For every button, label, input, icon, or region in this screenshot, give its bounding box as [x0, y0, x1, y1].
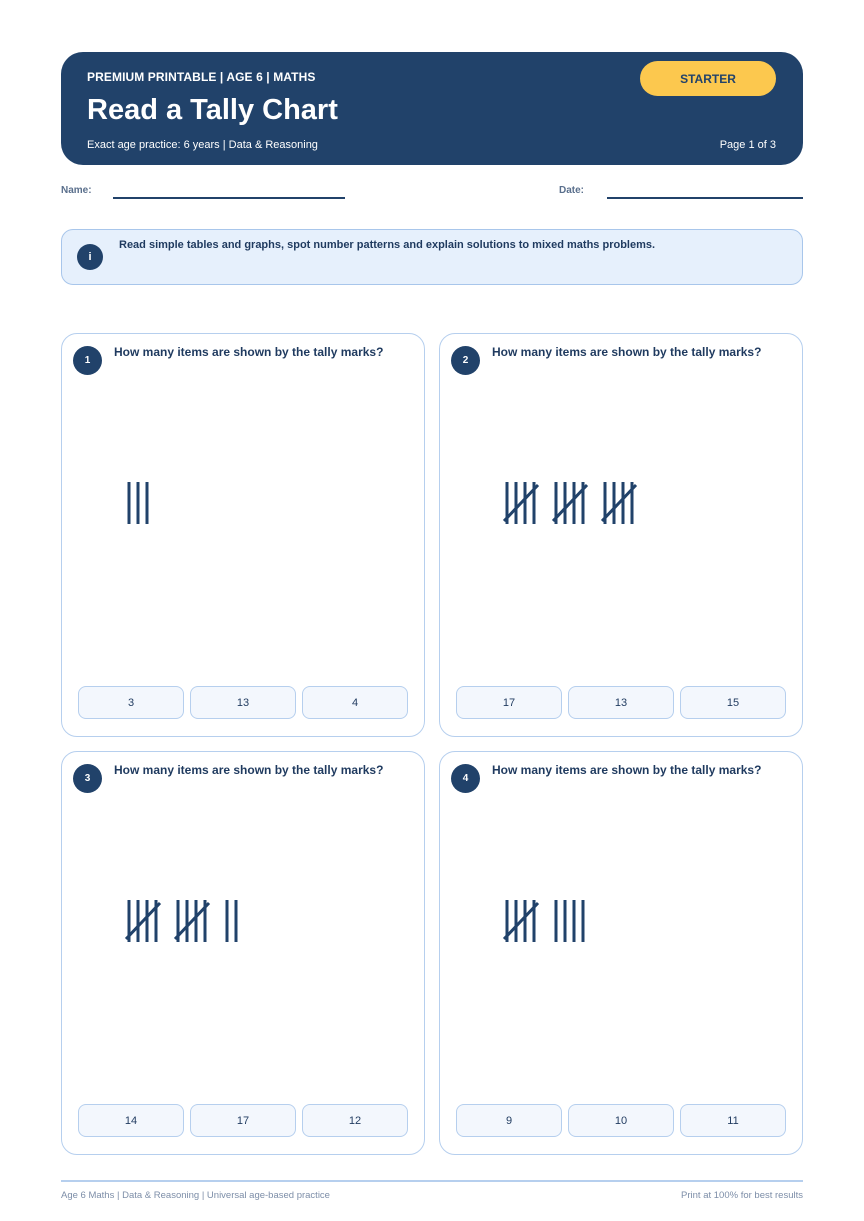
header-banner	[61, 52, 803, 165]
answer-option[interactable]: 12	[302, 1104, 408, 1137]
answer-option[interactable]: 13	[190, 686, 296, 719]
answer-option[interactable]: 17	[456, 686, 562, 719]
info-icon: i	[77, 244, 103, 270]
tally-marks	[62, 752, 426, 1052]
answer-option[interactable]: 14	[78, 1104, 184, 1137]
question-number: 1	[73, 346, 102, 375]
question-number: 2	[451, 346, 480, 375]
question-text: How many items are shown by the tally marks?	[114, 763, 384, 777]
tally-marks	[440, 334, 804, 634]
question-card-4	[439, 751, 803, 1155]
footer-right: Print at 100% for best results	[681, 1190, 803, 1201]
answer-option[interactable]: 10	[568, 1104, 674, 1137]
header-subtitle: Exact age practice: 6 years | Data & Reasoning	[87, 139, 318, 151]
question-card-3	[61, 751, 425, 1155]
date-field[interactable]	[607, 197, 803, 199]
question-text: How many items are shown by the tally marks?	[492, 763, 762, 777]
question-card-1	[61, 333, 425, 737]
answer-option[interactable]: 11	[680, 1104, 786, 1137]
answer-option[interactable]: 4	[302, 686, 408, 719]
name-field[interactable]	[113, 197, 345, 199]
question-card-2	[439, 333, 803, 737]
question-text: How many items are shown by the tally marks?	[492, 345, 762, 359]
tally-marks	[440, 752, 804, 1052]
answer-option[interactable]: 13	[568, 686, 674, 719]
answer-option[interactable]: 15	[680, 686, 786, 719]
header-eyebrow: PREMIUM PRINTABLE | AGE 6 | MATHS	[87, 70, 316, 84]
answer-option[interactable]: 9	[456, 1104, 562, 1137]
question-number: 4	[451, 764, 480, 793]
page-indicator: Page 1 of 3	[719, 139, 776, 151]
info-text: Read simple tables and graphs, spot number patterns and explain solutions to mixed maths problems.	[119, 239, 656, 251]
tally-marks	[62, 334, 426, 634]
page-title: Read a Tally Chart	[87, 94, 338, 126]
footer-left: Age 6 Maths | Data & Reasoning | Universal age-based practice	[61, 1190, 330, 1201]
footer-divider	[61, 1180, 803, 1182]
name-label: Name:	[61, 185, 92, 196]
question-text: How many items are shown by the tally marks?	[114, 345, 384, 359]
answer-option[interactable]: 17	[190, 1104, 296, 1137]
info-box	[61, 229, 803, 285]
level-badge: STARTER	[640, 61, 776, 96]
date-label: Date:	[559, 185, 585, 196]
answer-option[interactable]: 3	[78, 686, 184, 719]
question-number: 3	[73, 764, 102, 793]
